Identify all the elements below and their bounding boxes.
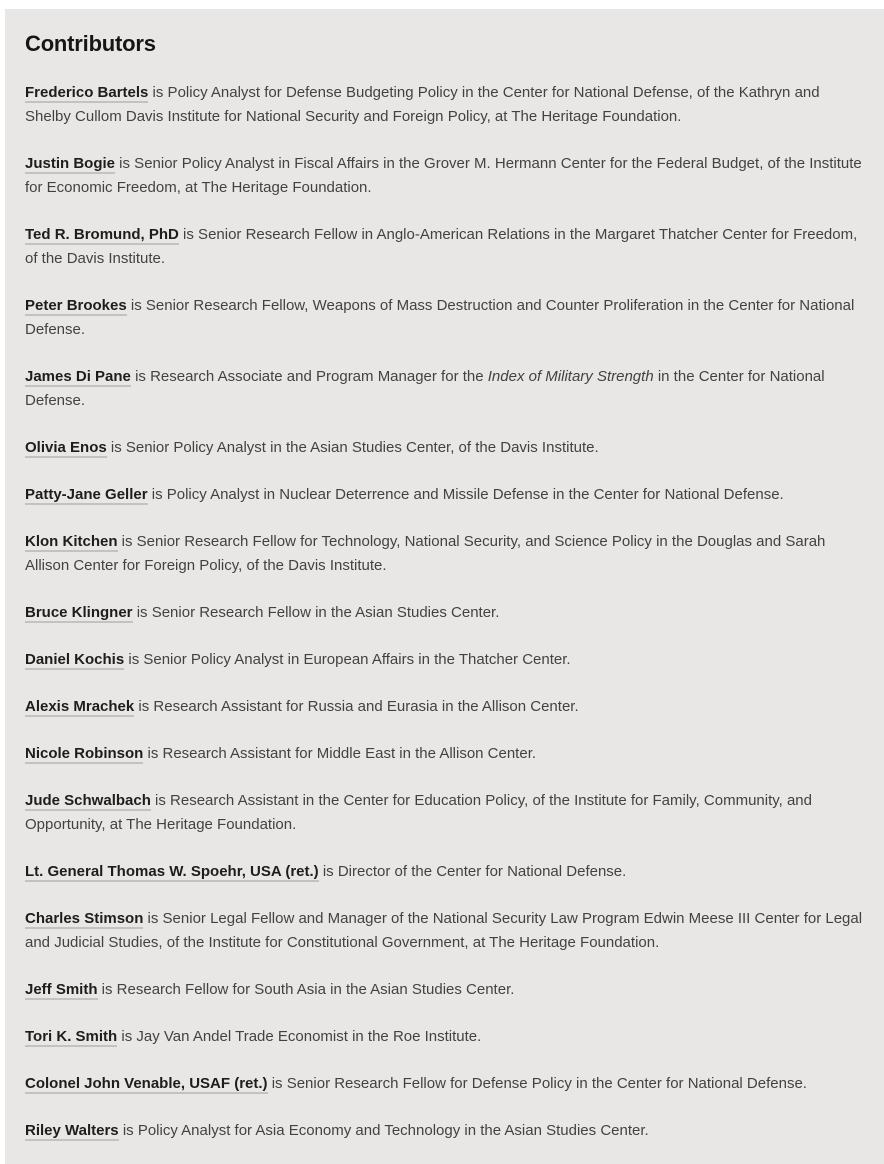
contributor-entry	[25, 365, 864, 413]
contributor-name-link[interactable]: Alexis Mrachek	[25, 698, 135, 716]
contributor-description: is Senior Legal Fellow and Manager of the National Security Law Program Edwin Meese III Center for Legal and Judicial Studies, of the Institute for Constitutional Government, at The Heritage Foundation.	[25, 910, 863, 952]
contributor-entry	[25, 436, 864, 460]
contributor-name-link[interactable]: James Di Pane	[25, 368, 131, 386]
contributor-description: is Senior Research Fellow in Anglo-American Relations in the Margaret Thatcher Center for Freedom, of the Davis Institute.	[25, 226, 858, 268]
contributor-name-link[interactable]: Nicole Robinson	[25, 745, 144, 763]
contributor-name-link[interactable]: Peter Brookes	[25, 297, 127, 315]
contributor-entry	[25, 695, 864, 719]
contributor-description: is Senior Policy Analyst in the Asian Studies Center, of the Davis Institute.	[106, 439, 599, 457]
contributor-description: is Senior Policy Analyst in European Affairs in the Thatcher Center.	[124, 651, 571, 669]
contributor-description: is Senior Research Fellow for Technology, National Security, and Science Policy in the Douglas and Sarah Allison Center for Foreign Policy, of the Davis Institute.	[25, 533, 826, 575]
contributors-section	[5, 9, 884, 1164]
contributor-name-link[interactable]: Lt. General Thomas W. Spoehr, USA (ret.)	[25, 863, 319, 881]
contributor-description: is Policy Analyst in Nuclear Deterrence and Missile Defense in the Center for National Defense.	[147, 486, 784, 504]
contributor-entry	[25, 530, 864, 578]
contributor-description: is Policy Analyst for Asia Economy and Technology in the Asian Studies Center.	[118, 1122, 649, 1140]
contributor-name-link[interactable]: Jude Schwalbach	[25, 792, 151, 810]
contributor-entry	[25, 789, 864, 837]
contributor-description: is Director of the Center for National Defense.	[318, 863, 627, 881]
contributor-entry	[25, 860, 864, 884]
contributor-description: is Senior Research Fellow for Defense Policy in the Center for National Defense.	[267, 1075, 807, 1093]
contributor-entry	[25, 601, 864, 625]
contributor-name-link[interactable]: Ted R. Bromund, PhD	[25, 226, 179, 244]
contributor-entry	[25, 978, 864, 1002]
contributor-entry	[25, 483, 864, 507]
contributor-description: is Research Assistant for Middle East in the Allison Center.	[143, 745, 537, 763]
contributor-entry	[25, 907, 864, 955]
contributor-name-link[interactable]: Colonel John Venable, USAF (ret.)	[25, 1075, 268, 1093]
contributor-name-link[interactable]: Tori K. Smith	[25, 1028, 118, 1046]
contributor-name-link[interactable]: Olivia Enos	[25, 439, 107, 457]
contributor-description: is Research Assistant in the Center for Education Policy, of the Institute for Family, Community, and Opportunity, at The Heritage Foundation.	[25, 792, 812, 834]
contributor-name-link[interactable]: Klon Kitchen	[25, 533, 118, 551]
contributor-description: is Jay Van Andel Trade Economist in the Roe Institute.	[117, 1028, 482, 1046]
contributor-description: is Research Associate and Program Manager for the Index of Military Strength in the Center for National Defense.	[25, 368, 825, 410]
contributor-entry	[25, 742, 864, 766]
contributor-entry	[25, 1072, 864, 1096]
contributor-description: is Policy Analyst for Defense Budgeting Policy in the Center for National Defense, of the Kathryn and Shelby Cullom Davis Institute for National Security and Foreign Policy, at The Heritage Foundation.	[25, 84, 820, 126]
contributor-entry	[25, 1119, 864, 1143]
contributor-description: is Senior Policy Analyst in Fiscal Affairs in the Grover M. Hermann Center for the Federal Budget, of the Institute for Economic Freedom, at The Heritage Foundation.	[25, 155, 862, 197]
contributor-description: is Senior Research Fellow, Weapons of Mass Destruction and Counter Proliferation in the Center for National Defense.	[25, 297, 855, 339]
contributor-description: is Research Fellow for South Asia in the Asian Studies Center.	[97, 981, 515, 999]
contributor-entry	[25, 294, 864, 342]
contributor-entry	[25, 81, 864, 129]
contributor-name-link[interactable]: Daniel Kochis	[25, 651, 125, 669]
contributor-description: is Research Assistant for Russia and Eurasia in the Allison Center.	[134, 698, 579, 716]
contributor-name-link[interactable]: Riley Walters	[25, 1122, 119, 1140]
contributor-entry	[25, 152, 864, 200]
page-title: Contributors	[25, 31, 156, 56]
contributor-description: is Senior Research Fellow in the Asian Studies Center.	[132, 604, 500, 622]
contributor-name-link[interactable]: Patty-Jane Geller	[25, 486, 148, 504]
contributor-entry	[25, 1025, 864, 1049]
contributor-name-link[interactable]: Jeff Smith	[25, 981, 98, 999]
contributor-name-link[interactable]: Charles Stimson	[25, 910, 144, 928]
contributor-list	[25, 81, 864, 1143]
contributor-entry	[25, 648, 864, 672]
contributor-entry	[25, 223, 864, 271]
contributor-name-link[interactable]: Frederico Bartels	[25, 84, 149, 102]
contributor-name-link[interactable]: Justin Bogie	[25, 155, 116, 173]
contributor-name-link[interactable]: Bruce Klingner	[25, 604, 133, 622]
